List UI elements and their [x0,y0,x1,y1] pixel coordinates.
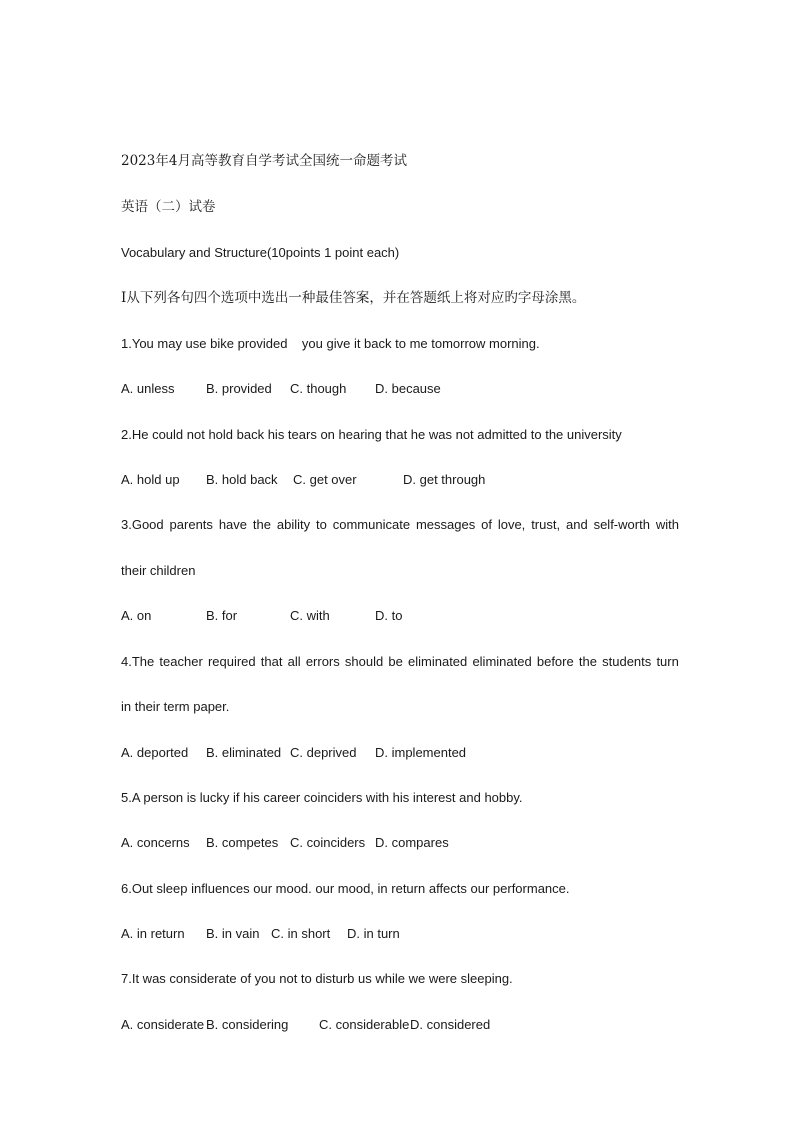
paper-title: 英语（二）试卷 [121,199,216,215]
stem-word: teacher [159,654,203,669]
option-c: C. with [290,608,330,623]
stem-word: the [578,654,597,669]
question-4-stem-line2: in their term paper. [121,699,230,714]
question-5-stem: 5.A person is lucky if his career coinciders with his interest and hobby. [121,790,523,805]
stem-word: with [655,517,679,532]
option-b: B. in vain [206,926,260,941]
stem-word: messages [415,517,476,532]
section-heading: Vocabulary and Structure(10points 1 point each) [121,245,400,260]
question-3-stem-line1 [121,517,679,533]
option-b: B. for [206,608,238,623]
section-instruction: Ⅰ从下列各句四个选项中选出一种最佳答案，并在答题纸上将对应旳字母涂黑。 [121,290,586,306]
stem-word: self-worth [593,517,650,532]
option-d: D. considered [410,1017,491,1032]
stem-word: before [536,654,574,669]
stem-word: eliminated [472,654,532,669]
option-b: B. competes [206,835,279,850]
stem-word: should [344,654,384,669]
question-6-stem: 6.Out sleep influences our mood. our mood, in return affects our performance. [121,881,570,896]
option-b: B. considering [206,1017,289,1032]
stem-word: required [207,654,256,669]
option-b: B. provided [206,381,272,396]
option-c: C. coinciders [290,835,366,850]
option-c: C. in short [271,926,331,941]
option-a: A. considerate [121,1017,205,1032]
option-a: A. on [121,608,152,623]
question-3-stem-line2: their children [121,563,196,578]
question-1-stem: 1.You may use bike provided you give it back to me tomorrow morning. [121,336,540,351]
stem-word: the [252,517,271,532]
stem-word: students [602,654,652,669]
stem-word: of [481,517,492,532]
stem-word: that [260,654,283,669]
option-a: A. concerns [121,835,190,850]
option-a: A. hold up [121,472,180,487]
stem-word: turn [656,654,679,669]
option-b: B. hold back [206,472,278,487]
option-d: D. because [375,381,441,396]
stem-word: love, [497,517,526,532]
option-d: D. in turn [347,926,400,941]
option-c: C. though [290,381,347,396]
stem-word: ability [276,517,311,532]
stem-word: 4.The [121,654,155,669]
stem-word: communicate [332,517,411,532]
question-4-stem-line1 [121,654,679,670]
option-d: D. implemented [375,745,467,760]
stem-word: and [565,517,588,532]
stem-word: be [388,654,403,669]
option-c: C. deprived [290,745,357,760]
stem-word: have [218,517,248,532]
option-a: A. in return [121,926,185,941]
option-d: D. get through [403,472,486,487]
stem-word: trust, [531,517,561,532]
option-c: C. get over [293,472,357,487]
stem-word: eliminated [408,654,468,669]
option-d: D. compares [375,835,449,850]
option-c: C. considerable [319,1017,410,1032]
stem-word: to [316,517,327,532]
option-d: D. to [375,608,403,623]
option-a: A. unless [121,381,175,396]
stem-word: all [287,654,301,669]
option-a: A. deported [121,745,189,760]
question-2-stem: 2.He could not hold back his tears on hearing that he was not admitted to the university [121,427,622,442]
stem-word: errors [305,654,340,669]
option-b: B. eliminated [206,745,282,760]
stem-word: parents [169,517,213,532]
question-7-stem: 7.It was considerate of you not to disturb us while we were sleeping. [121,971,513,986]
stem-word: 3.Good [121,517,164,532]
exam-title: 2023年4月高等教育自学考试全国统一命题考试 [121,153,407,169]
